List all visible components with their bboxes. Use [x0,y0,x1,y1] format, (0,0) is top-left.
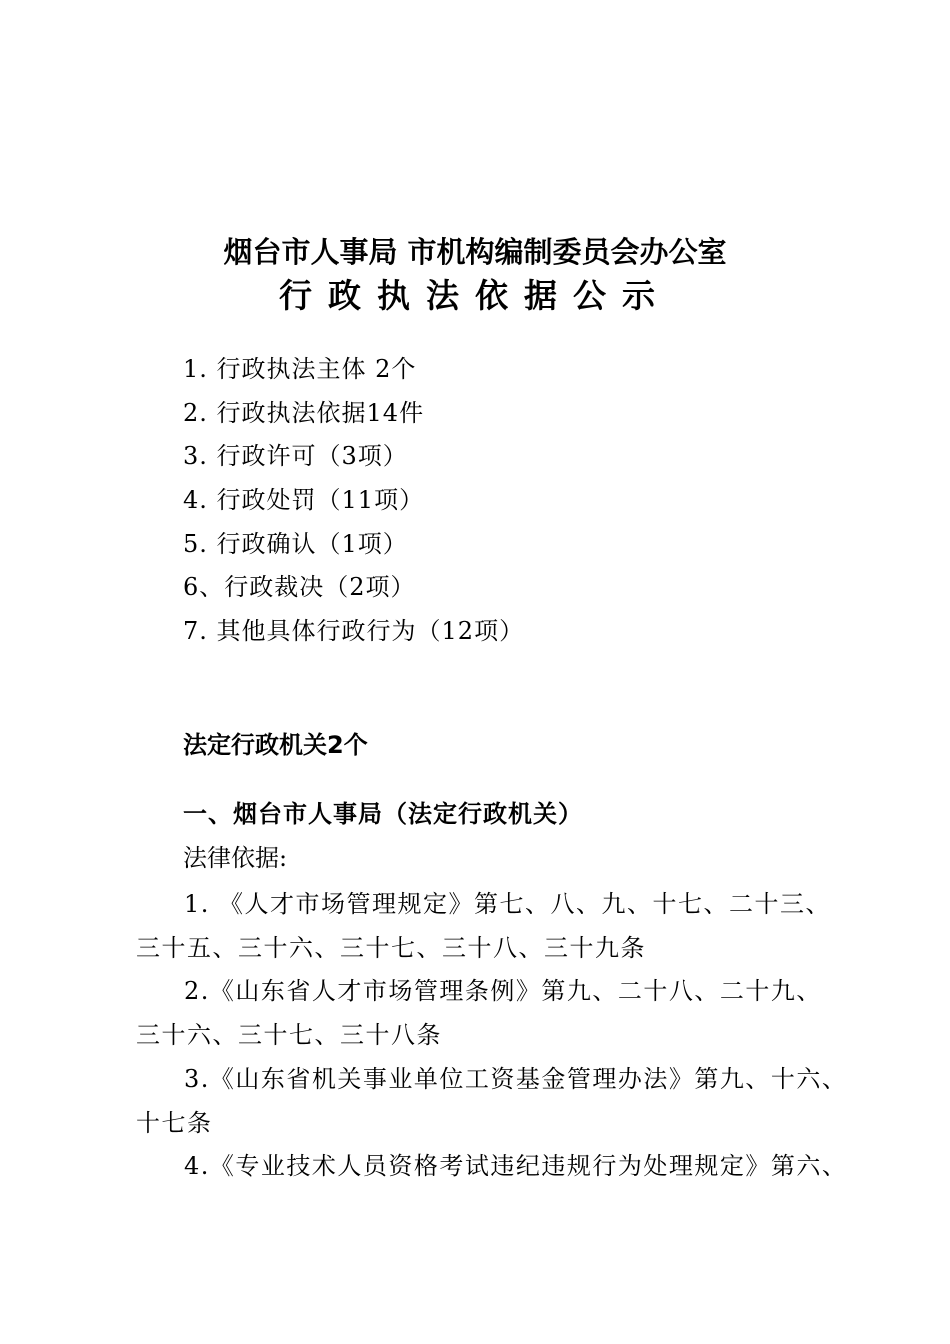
legal-basis-line: 三十五、三十六、三十七、三十八、三十九条 [136,933,646,962]
organs-heading: 法定行政机关2个 [183,731,368,759]
legal-basis-line: 1. 《人才市场管理规定》第七、八、九、十七、二十三、 [184,890,832,918]
summary-item: 5. 行政确认（1项） [183,529,408,558]
summary-item: 6、行政裁决（2项） [183,573,416,602]
summary-item: 2. 行政执法依据14件 [183,398,425,427]
summary-list [183,348,524,654]
summary-item: 1. 行政执法主体 2个 [183,355,417,383]
legal-basis-item [136,970,836,1057]
section-heading: 一、烟台市人事局（法定行政机关） [183,800,583,828]
summary-item: 3. 行政许可（3项） [183,442,408,471]
legal-basis-line: 4.《专业技术人员资格考试违纪违规行为处理规定》第六、 [184,1152,848,1181]
document-title-line1: 烟台市人事局 市机构编制委员会办公室 [223,235,727,269]
legal-basis-item [136,883,836,970]
legal-basis-line: 2.《山东省人才市场管理条例》第九、二十八、二十九、 [184,977,822,1006]
legal-basis-label: 法律依据: [183,844,288,872]
legal-basis-line: 3.《山东省机关事业单位工资基金管理办法》第九、十六、 [184,1064,848,1093]
summary-item: 4. 行政处罚（11项） [183,486,425,515]
legal-basis-line: 十七条 [136,1108,213,1137]
summary-item: 7. 其他具体行政行为（12项） [183,617,525,646]
legal-basis-item [136,1058,848,1145]
legal-basis-item [136,1145,848,1189]
legal-basis-list [136,883,848,1189]
document-title-line2: 行政执法依据公示 [279,276,671,315]
legal-basis-line: 三十六、三十七、三十八条 [136,1021,442,1050]
